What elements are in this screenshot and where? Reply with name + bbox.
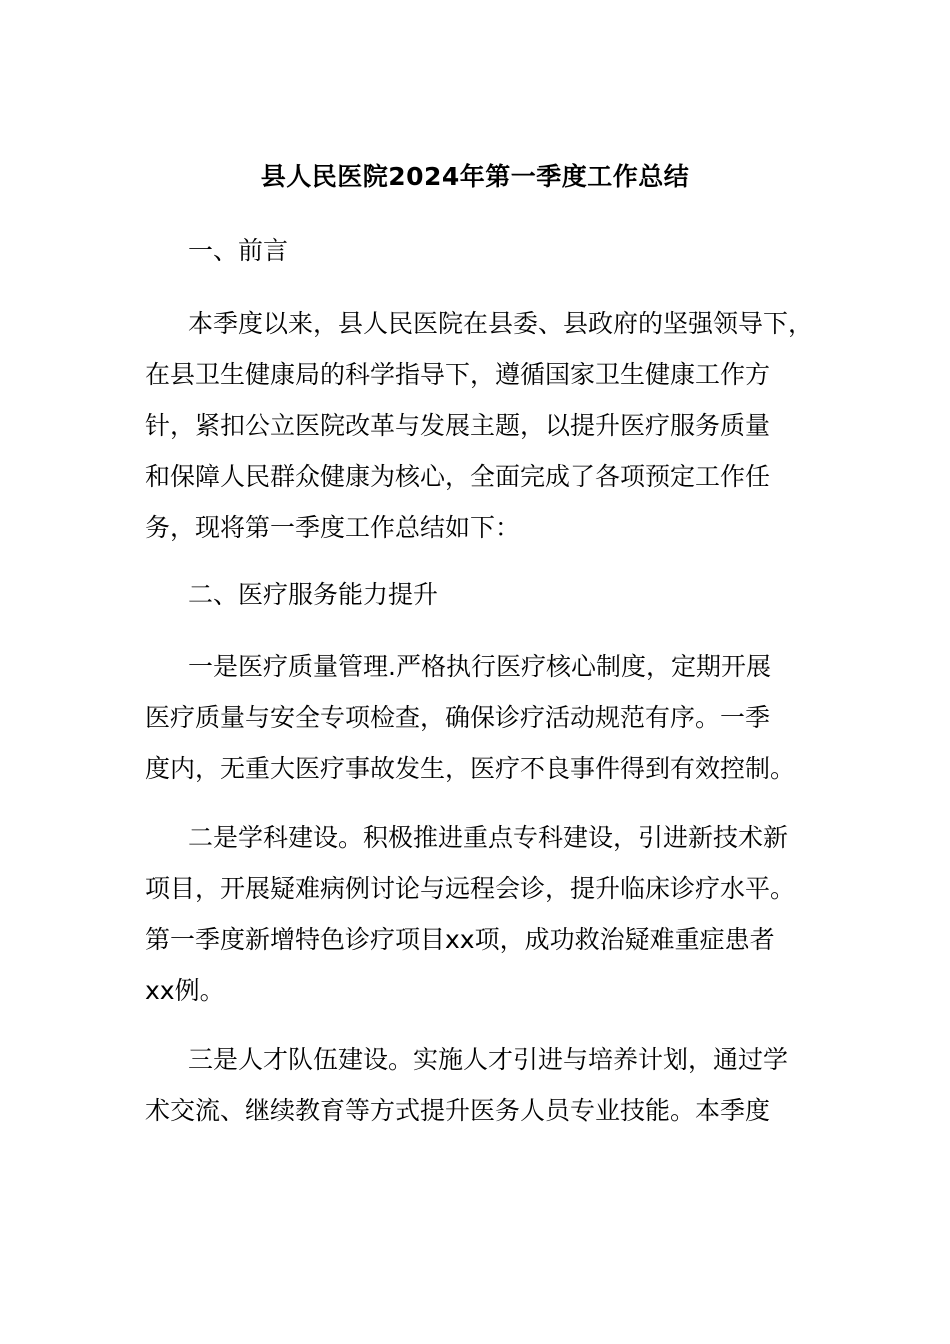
paragraph-line: 项目，开展疑难病例讨论与远程会诊，提升临床诊疗水平。 [145, 874, 796, 903]
section-heading-preface: 一、前言 [188, 236, 289, 265]
paragraph-line: 医疗质量与安全专项检查，确保诊疗活动规范有序。一季 [145, 703, 771, 732]
paragraph-line: 度内，无重大医疗事故发生，医疗不良事件得到有效控制。 [145, 754, 796, 783]
paragraph-line: 针，紧扣公立医院改革与发展主题，以提升医疗服务质量 [145, 411, 771, 440]
paragraph-line: 二是学科建设。积极推进重点专科建设，引进新技术新 [188, 823, 789, 852]
document-title: 县人民医院2024年第一季度工作总结 [260, 162, 690, 191]
paragraph-line: xx例。 [145, 976, 225, 1005]
paragraph-talent [145, 1034, 845, 1136]
paragraph-line: 一是医疗质量管理.严格执行医疗核心制度，定期开展 [188, 652, 771, 681]
paragraph-line: 三是人才队伍建设。实施人才引进与培养计划，通过学 [188, 1045, 789, 1074]
paragraph-preface [145, 298, 845, 553]
paragraph-quality [145, 641, 845, 794]
section-heading-service: 二、医疗服务能力提升 [188, 580, 439, 609]
paragraph-line: 术交流、继续教育等方式提升医务人员专业技能。本季度 [145, 1096, 771, 1125]
paragraph-line: 务，现将第一季度工作总结如下： [145, 513, 521, 542]
paragraph-line: 本季度以来，县人民医院在县委、县政府的坚强领导下， [188, 309, 814, 338]
paragraph-line: 在县卫生健康局的科学指导下，遵循国家卫生健康工作方 [145, 360, 771, 389]
paragraph-line: 第一季度新增特色诊疗项目xx项，成功救治疑难重症患者 [145, 925, 775, 954]
paragraph-line: 和保障人民群众健康为核心，全面完成了各项预定工作任 [145, 462, 771, 491]
paragraph-discipline [145, 812, 845, 1016]
